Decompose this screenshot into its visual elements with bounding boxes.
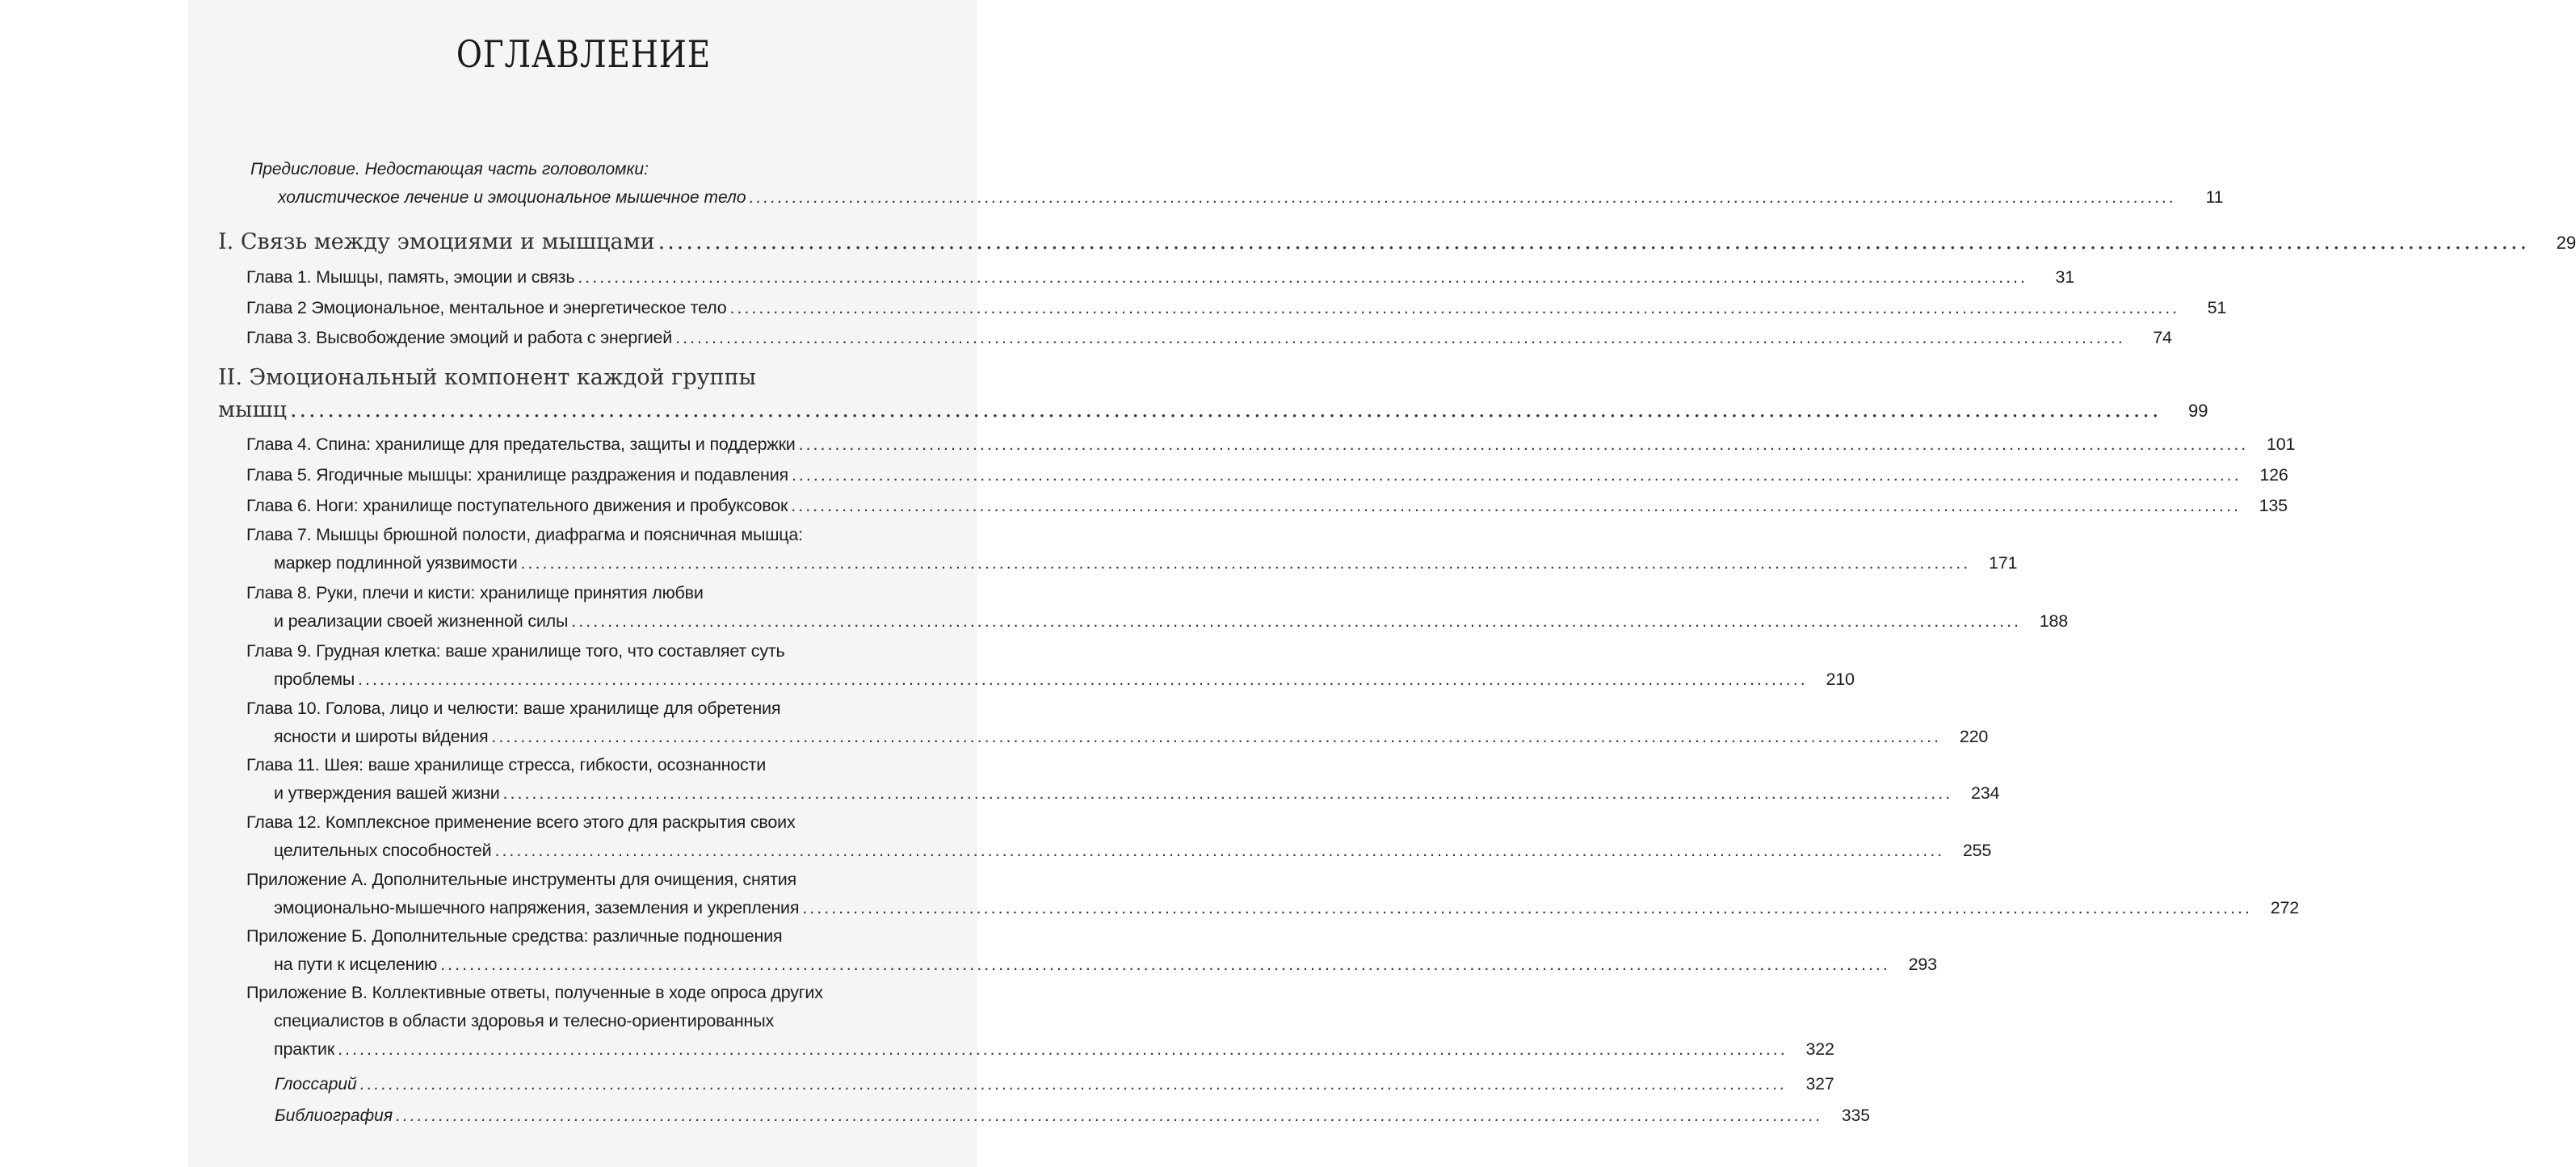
toc-entry-line (246, 579, 927, 607)
toc-entry-line (246, 263, 2075, 292)
toc-entry-title: Глава 2 Эмоциональное, ментальное и энергетическое тело (246, 298, 727, 317)
dot-leader: ........................................................................................................................................................................................................ (338, 1039, 1788, 1059)
toc-entry-line (246, 866, 927, 894)
toc-entry-line (246, 665, 1855, 694)
toc-entry-title: проблемы (274, 670, 355, 689)
dot-leader: ........................................................................................................................................................................................................ (571, 611, 2021, 631)
dot-leader: ........................................................................................................................................................................................................ (798, 434, 2249, 454)
page-number: 135 (2259, 496, 2288, 515)
toc-entry (246, 979, 1834, 1064)
toc-entry-line (246, 894, 2299, 922)
toc-entry-title: Глава 6. Ноги: хранилище поступательного движения и пробуксовок (246, 496, 788, 515)
toc-entry-title: Глава 4. Спина: хранилище для предательства, защиты и поддержки (246, 434, 796, 454)
page-number: 255 (1962, 841, 1992, 860)
dot-leader: ........................................................................................................................................................................................................ (440, 955, 1890, 974)
toc-entry-line (246, 637, 927, 665)
toc-entry-title: Приложение В. Коллективные ответы, полученные в ходе опроса других (246, 983, 823, 1002)
toc-entry-line (246, 922, 927, 951)
toc-entry-title: практик (274, 1039, 335, 1059)
dot-leader: ........................................................................................................................................................................................................ (396, 1106, 1823, 1125)
toc-entry-title: и реализации своей жизненной силы (274, 611, 569, 631)
toc-entry-line (246, 723, 1989, 751)
toc-entry (246, 492, 2288, 520)
toc-entry-title: Глава 3. Высвобождение эмоций и работа с энергией (246, 328, 673, 347)
toc-entry-title: ясности и широты ви́дения (274, 727, 489, 746)
toc-entry-title: I. Связь между эмоциями и мышцами (218, 229, 655, 254)
page-number: 293 (1908, 955, 1937, 974)
toc-entry-title: Приложение А. Дополнительные инструменты для очищения, снятия (246, 870, 796, 889)
toc-entry-line (246, 430, 2296, 459)
toc-entry (218, 226, 2576, 258)
dot-leader: ........................................................................................................................................................................................................ (359, 1075, 1788, 1094)
toc-entry-title: специалистов в области здоровья и телесно-ориентированных (274, 1011, 775, 1031)
page-number: 74 (2153, 328, 2172, 347)
toc-entry-title: Глоссарий (275, 1075, 357, 1094)
toc-entry-title: Глава 10. Голова, лицо и челюсти: ваше хранилище для обретения (246, 699, 781, 718)
page-number: 327 (1805, 1075, 1834, 1094)
toc-entry-title: Глава 8. Руки, плечи и кисти: хранилище принятия любви (246, 583, 704, 602)
dot-leader: ........................................................................................................................................................................................................ (289, 397, 2162, 422)
toc-entry (246, 866, 2299, 922)
page-number: 171 (1988, 553, 2018, 573)
dot-leader: ........................................................................................................................................................................................................ (658, 229, 2530, 254)
toc-entry-line (246, 808, 927, 837)
toc-entry (246, 751, 2000, 808)
dot-leader: ........................................................................................................................................................................................................ (729, 298, 2180, 317)
toc-entry (275, 1102, 1870, 1130)
toc-entry-line (250, 183, 2224, 212)
dot-leader: ........................................................................................................................................................................................................ (802, 898, 2252, 917)
page-number: 126 (2259, 465, 2288, 485)
toc-entry-line (246, 1007, 927, 1035)
toc-entry-title: на пути к исцелению (274, 955, 438, 974)
toc-entry-title: эмоционально-мышечного напряжения, заземления и укрепления (274, 898, 800, 917)
toc-entry-title: II. Эмоциональный компонент каждой группы (218, 365, 756, 390)
page-number: 51 (2207, 298, 2227, 317)
page-number: 210 (1826, 670, 1855, 689)
toc-entry (246, 808, 1992, 865)
page-number: 101 (2267, 434, 2296, 454)
toc-entry-title: Глава 9. Грудная клетка: ваше хранилище того, что составляет суть (246, 641, 785, 661)
dot-leader: ........................................................................................................................................................................................................ (791, 496, 2241, 515)
dot-leader: ........................................................................................................................................................................................................ (578, 267, 2028, 287)
toc-entry-line (275, 1070, 1834, 1098)
toc-entry (246, 324, 2172, 352)
toc-entry-title: Предисловие. Недостающая часть головоломки: (250, 160, 649, 178)
dot-leader: ........................................................................................................................................................................................................ (749, 188, 2177, 207)
toc-entry-line (246, 461, 2288, 489)
toc-entry (246, 637, 1855, 694)
toc-entry (246, 521, 2018, 577)
dot-leader: ........................................................................................................................................................................................................ (791, 465, 2242, 485)
dot-leader: ........................................................................................................................................................................................................ (675, 328, 2125, 347)
dot-leader: ........................................................................................................................................................................................................ (520, 553, 1971, 573)
toc-entry-title: Глава 11. Шея: ваше хранилище стресса, гибкости, осознанности (246, 755, 767, 775)
page-number: 272 (2270, 898, 2299, 917)
toc-entry-title: Глава 1. Мышцы, память, эмоции и связь (246, 267, 575, 287)
toc-entry (246, 263, 2075, 292)
toc-entry-line (246, 1035, 1834, 1064)
page-number: 29 (2556, 233, 2576, 253)
toc-entry-line (218, 226, 2576, 258)
page-number: 11 (2205, 188, 2224, 207)
toc-entry-line (246, 751, 927, 779)
toc-entry (246, 579, 2068, 636)
toc-entry-line (246, 695, 927, 723)
toc-entry-line (218, 394, 2208, 426)
toc-entry-line (218, 362, 927, 394)
toc-entry-title: целительных способностей (274, 841, 492, 860)
dot-leader: ........................................................................................................................................................................................................ (502, 783, 1953, 803)
page-title: ОГЛАВЛЕНИЕ (456, 32, 712, 76)
dot-leader: ........................................................................................................................................................................................................ (494, 841, 1945, 860)
page-number: 99 (2188, 401, 2208, 421)
toc-entry (218, 362, 2208, 426)
toc-entry-title: маркер подлинной уязвимости (274, 553, 518, 573)
toc-entry-title: и утверждения вашей жизни (274, 783, 500, 803)
toc-entry-line (246, 294, 2227, 322)
toc-entry-line (246, 607, 2068, 636)
toc-entry-line (250, 155, 927, 183)
toc-entry-line (246, 521, 927, 549)
toc-entry (246, 922, 1937, 979)
toc-entry-line (246, 779, 2000, 808)
toc-entry-line (275, 1102, 1870, 1130)
toc-entry (246, 430, 2296, 459)
toc-entry-line (246, 979, 927, 1007)
toc-entry-title: Библиография (275, 1106, 393, 1125)
page-number: 220 (1959, 727, 1989, 746)
toc-entry (246, 695, 1989, 751)
toc-entry-line (246, 324, 2172, 352)
toc-entry (275, 1070, 1834, 1098)
toc-entry-line (246, 837, 1992, 865)
page-number: 234 (1970, 783, 2000, 803)
toc-entry-title: мышц (218, 397, 287, 422)
toc-entry (250, 155, 2224, 212)
toc-entry (246, 294, 2227, 322)
toc-entry-title: холистическое лечение и эмоциональное мышечное тело (278, 188, 746, 207)
toc-entry-title: Приложение Б. Дополнительные средства: различные подношения (246, 926, 783, 946)
toc-entry-line (246, 492, 2288, 520)
page-number: 188 (2039, 611, 2068, 631)
toc-entry-title: Глава 7. Мышцы брюшной полости, диафрагма и поясничная мышца: (246, 525, 803, 544)
page-number: 335 (1841, 1106, 1870, 1125)
page-number: 322 (1805, 1039, 1834, 1059)
toc-entry-title: Глава 5. Ягодичные мышцы: хранилище раздражения и подавления (246, 465, 788, 485)
page-number: 31 (2055, 267, 2075, 287)
dot-leader: ........................................................................................................................................................................................................ (491, 727, 1942, 746)
toc-entry (246, 461, 2288, 489)
dot-leader: ........................................................................................................................................................................................................ (358, 670, 1808, 689)
toc-entry-line (246, 549, 2018, 577)
toc-entry-line (246, 951, 1937, 979)
toc-entry-title: Глава 12. Комплексное применение всего этого для раскрытия своих (246, 812, 796, 832)
